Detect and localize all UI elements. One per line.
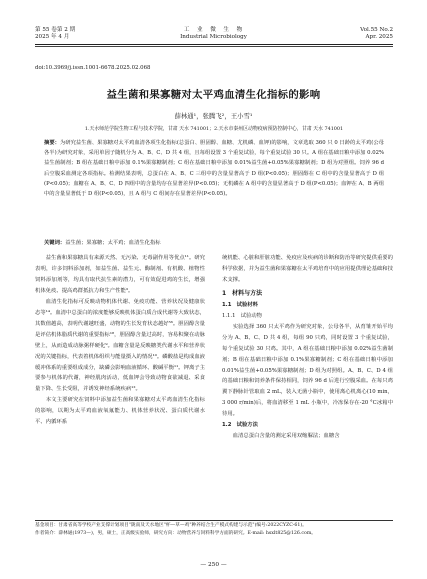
- subsection-heading: 1.2 试验方法: [222, 422, 258, 429]
- abstract: [44, 138, 384, 199]
- journal-date: 2025 年 4 月: [35, 33, 70, 40]
- footnotes: [35, 522, 393, 538]
- journal-name-cn: 工 业 微 生 物: [183, 27, 244, 33]
- section-heading: 1 材料与方法: [222, 289, 263, 297]
- keywords-text: 益生菌；果寡糖；太平鸡；血清生化指标: [65, 240, 161, 246]
- author-bio: 作者简介：薛林通(1973—)，男，硕士，正高级实验师，研究方向：动物营养与饲料科学方面的研究。E-mail: hsxlt825@126.com。: [35, 531, 316, 536]
- left-column: [35, 253, 205, 428]
- journal-vol-en: Vol.55 No.2: [360, 27, 393, 33]
- header-center: [120, 27, 307, 40]
- journal-volume: 第 55 卷第 2 期: [35, 27, 76, 33]
- header-left: [35, 27, 75, 40]
- paragraph: 本文主要研究在饲料中添加益生菌和果寡糖对太平鸡血清生化指标的影响，以期为太平鸡血液氧氟能力、机体营养状况、蛋白质代谢水平、内循环系: [35, 397, 205, 426]
- journal-date-en: Apr. 2025: [365, 33, 393, 40]
- paragraph: 血清生化指标可反映动物机体代谢、免疫功能、营养状况及健康状态等¹⁴。血清中总蛋白的浓度能够反映机体蛋白质合成代谢等大致状态，其数值越高，表明代谢越旺盛，动物的生长发育状态越好⁵⁶。胆固醇含量是评估机体脂质代谢的重要指标¹⁸，胆固醇含量过高时，容易积聚在动脉壁上，从而造成动脉粥样硬化⁹。血糖含量是反映糖类代谢水平和营养状况的关键指标，代表着机体组织与能量摄入的情况¹⁰。磷酸盐是构成血液缓冲体系的重要组成成分，缺磷会影响血液循环、酸碱平衡¹¹。钾离子主要参与机体的代谢，神经肌肉活动，低血钾会导致动物食欲减退、采食量下降、生长受阻，并诱发神经系统疾病¹²。: [35, 298, 205, 393]
- abstract-label: 摘要：: [44, 140, 60, 146]
- affiliation: 1.天水师范学院生物工程与技术学院，甘肃 天水 741001；2.天水市秦州区动物疫病预防控制中心，甘肃 天水 741001: [84, 126, 344, 132]
- header-right: [360, 27, 393, 40]
- paragraph-continued: 统机能、心脏和肝脏功能、免疫应及疾病的诊断和防治等研究提供重要的科学依据，并为益生菌和果寡糖在太平鸡培育中的应用提供理论基础和技术支撑。: [222, 255, 393, 283]
- subsubsection-heading: 1.1.1 试验动物: [222, 312, 262, 319]
- journal-name-en: Industrial Microbiology: [180, 33, 247, 40]
- article-title: 益生菌和果寡糖对太平鸡血清生化指标的影响: [106, 89, 321, 101]
- header-rule: [35, 44, 393, 45]
- keywords-label: 关键词：: [44, 240, 66, 246]
- paragraph: 益生菌和果寡糖具有来源天然、无污染、无毒副作用等优点¹¹。研究表明，许多饲料添加剂，如益生菌、益生元、酶制剂、有机酸、植物性饲料添加剂等，均具有取代抗生素的潜力，可有效促进鸡的生长，增强机体免疫、提高鸡群抵抗力和生产性能³。: [35, 255, 205, 294]
- keywords: [44, 238, 384, 246]
- authors: 薛林通¹，张腾飞²，王小雪¹: [174, 112, 253, 120]
- footnote-rule: [35, 520, 393, 521]
- subsection-heading: 1.1 试验材料: [222, 301, 258, 308]
- paragraph: 血清总蛋白含量的测定采用双缩脲法；血糖含: [232, 433, 340, 440]
- funding-note: 基金项目：甘肃省高等学校产业支撑计划项目"陇南及天水地区"杯—草—鸡"种养结合生产模式构建与示范"(编号:2022CYZC-61)。: [35, 523, 307, 528]
- right-column: [222, 253, 393, 442]
- header-rule-thin: [35, 46, 393, 47]
- paragraph: 实验选择 360 只太平鸡作为研究对象，公母各半，从育雏开始平均分为 A、B、C、D 共 4 组，每组 90 只鸡，同时设置 3 个重复试验，每个重复试验 30 只鸡。其中，A 组在基础日粮中添加 0.02%益生菌制剂；B 组在基础日粮中添加 0.1%果寡糖制剂；C 组在基础日粮中添加 0.01%益生菌+0.05%果寡糖制剂；D 组为对照组。A、B、C、D 4 组的基础日粮和饲养条件保持相同，饲养 96 d 后进行空腹采血。在每只鸡翼下静脉针管取血 2 mL，装入无菌小瓶中，使用离心机离心(10 min，3 000 r/min)后，将血清移至 1 mL 小瓶中，冷冻保存在-20 °C冰箱中待用。: [222, 323, 393, 418]
- abstract-text: 为研究益生菌、果寡糖对太平鸡血清各项生化指标(总蛋白、胆固醇、血糖、尤机磷、血钾)的影响，文章选取 360 只 0 日龄的太平鸡(公母各半)为研究对象，采用单因子随机分为 A、B、C、D 共 4 组，且每组设置 3 个重复试验，每个重复试验 30 只。A 组在基础日粮中添加 0.02%益生菌制剂；B 组在基础日粮中添加 0.1%果寡糖制剂；C 组在基础日粮中添加 0.01%益生菌+0.05%果寡糖制剂；D 组为对照组。饲养 96 d 后空腹采血测定各项指标。检测结果表明，总蛋白在 A、B、C 三组中的含量显著高于 D 组(P<0.05)；胆固醇在 C 组中的含量显著高于 D 组(P<0.05)；血糖在 A、B、C、D 四组中的含量均存在显著差异(P<0.05)；无机磷在 A 组中的含量显著高于 D 组(P<0.05)；血钾在 A、B 两组中的含量显著低于 D 组(P<0.05)，且 A 组与 C 组间存在显著差异(P<0.05)。: [44, 140, 384, 198]
- doi: doi:10.3969/j.issn.1001-6678.2025.02.068: [35, 65, 151, 71]
- page-number: — 250 —: [200, 562, 227, 568]
